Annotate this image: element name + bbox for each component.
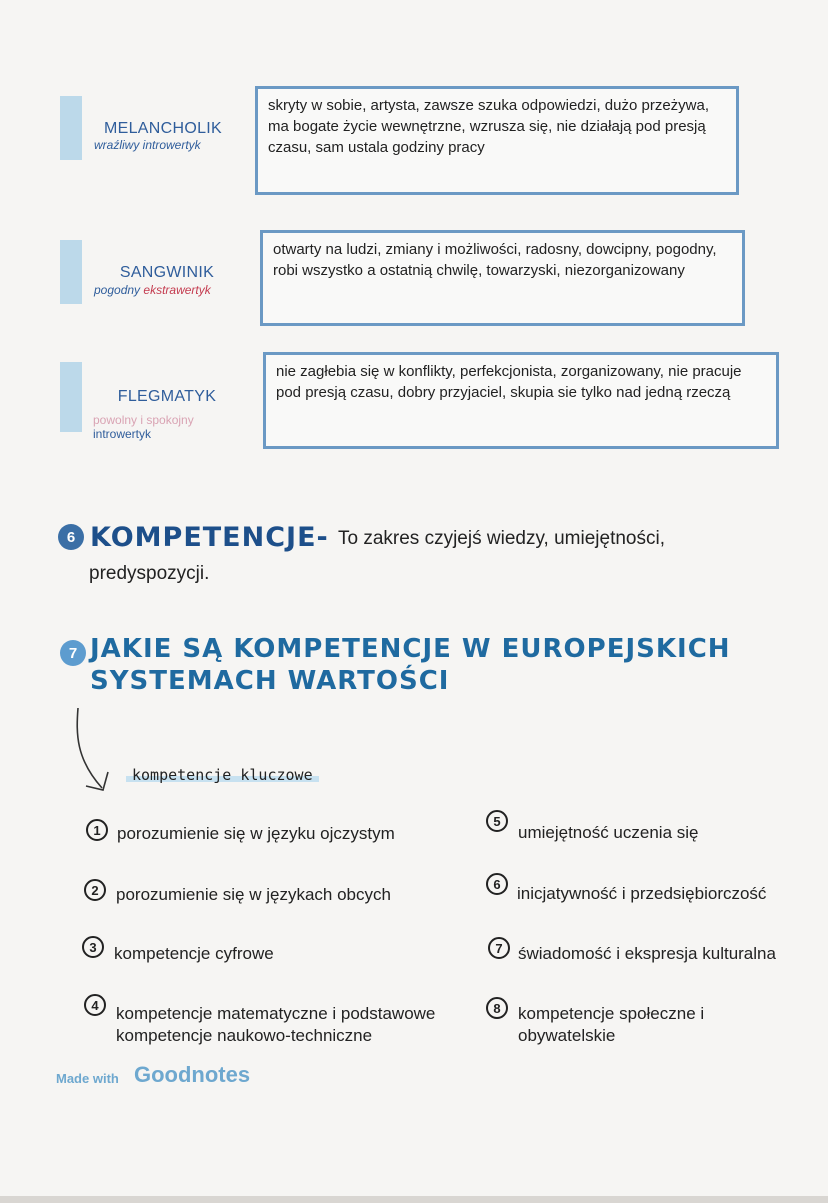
temperament-name: MELANCHOLIK — [104, 120, 222, 137]
definition-text: To zakres czyjejś wiedzy, umiejętności, — [338, 528, 665, 549]
subtitle-part: introwertyk — [93, 427, 152, 441]
number-circle: 5 — [486, 810, 508, 832]
section-heading: JAKIE SĄ KOMPETENCJE W EUROPEJSKICH — [90, 634, 731, 664]
number-circle: 3 — [82, 936, 104, 958]
competency-item: kompetencje cyfrowe — [114, 944, 274, 963]
competency-item: inicjatywność i przedsiębiorczość — [517, 884, 767, 903]
competency-item: umiejętność uczenia się — [518, 823, 699, 842]
temperament-name: FLEGMATYK — [117, 388, 217, 405]
key-competencies-label: kompetencje kluczowe — [126, 766, 319, 784]
number-circle: 4 — [84, 994, 106, 1016]
competency-item: porozumienie się w języku ojczystym — [117, 824, 395, 843]
temperament-subtitle — [94, 283, 211, 297]
definition-text: predyspozycji. — [89, 563, 210, 584]
temperament-name: SANGWINIK — [119, 264, 215, 281]
subtitle-part: powolny i spokojny — [93, 413, 194, 427]
footer-made-with: Made with — [56, 1071, 119, 1086]
footer-brand: Goodnotes — [134, 1062, 251, 1087]
subtitle-part: ekstrawertyk — [143, 283, 211, 297]
temperament-marker — [60, 362, 82, 432]
competency-item: kompetencje matematyczne i podstawowe kompetencje naukowo-techniczne — [116, 1004, 436, 1045]
number-circle: 8 — [486, 997, 508, 1019]
temperament-description: skryty w sobie, artysta, zawsze szuka odpowiedzi, dużo przeżywa, ma bogate życie wewnętrzne, wzrusza się, nie działają pod presją czasu, sam ustala godziny pracy — [255, 86, 739, 195]
number-circle: 1 — [86, 819, 108, 841]
temperament-subtitle — [93, 413, 233, 441]
number-circle: 7 — [488, 937, 510, 959]
temperament-marker — [60, 96, 82, 160]
number-circle: 2 — [84, 879, 106, 901]
competency-item: kompetencje społeczne i obywatelskie — [518, 1004, 705, 1045]
subtitle-part: pogodny — [94, 283, 141, 297]
competency-item: porozumienie się w językach obcych — [116, 885, 391, 904]
temperament-description: otwarty na ludzi, zmiany i możliwości, radosny, dowcipny, pogodny, robi wszystko a ostatnią chwilę, towarzyski, niezorganizowany — [260, 230, 745, 326]
temperament-description: nie zagłebia się w konflikty, perfekcjonista, zorganizowany, nie pracuje pod presją czasu, dobry przyjaciel, skupia sie tylko nad jedną rzeczą — [263, 352, 779, 449]
section-number-badge: 6 — [58, 524, 84, 550]
section-heading: SYSTEMACH WARTOŚCI — [90, 666, 450, 696]
temperament-marker — [60, 240, 82, 304]
section-number-badge: 7 — [60, 640, 86, 666]
section-heading: KOMPETENCJE- — [90, 522, 329, 553]
temperament-subtitle: wraźliwy introwertyk — [94, 138, 201, 152]
arrow-icon — [66, 704, 126, 796]
number-circle: 6 — [486, 873, 508, 895]
competency-item: świadomość i ekspresja kulturalna — [518, 944, 776, 963]
